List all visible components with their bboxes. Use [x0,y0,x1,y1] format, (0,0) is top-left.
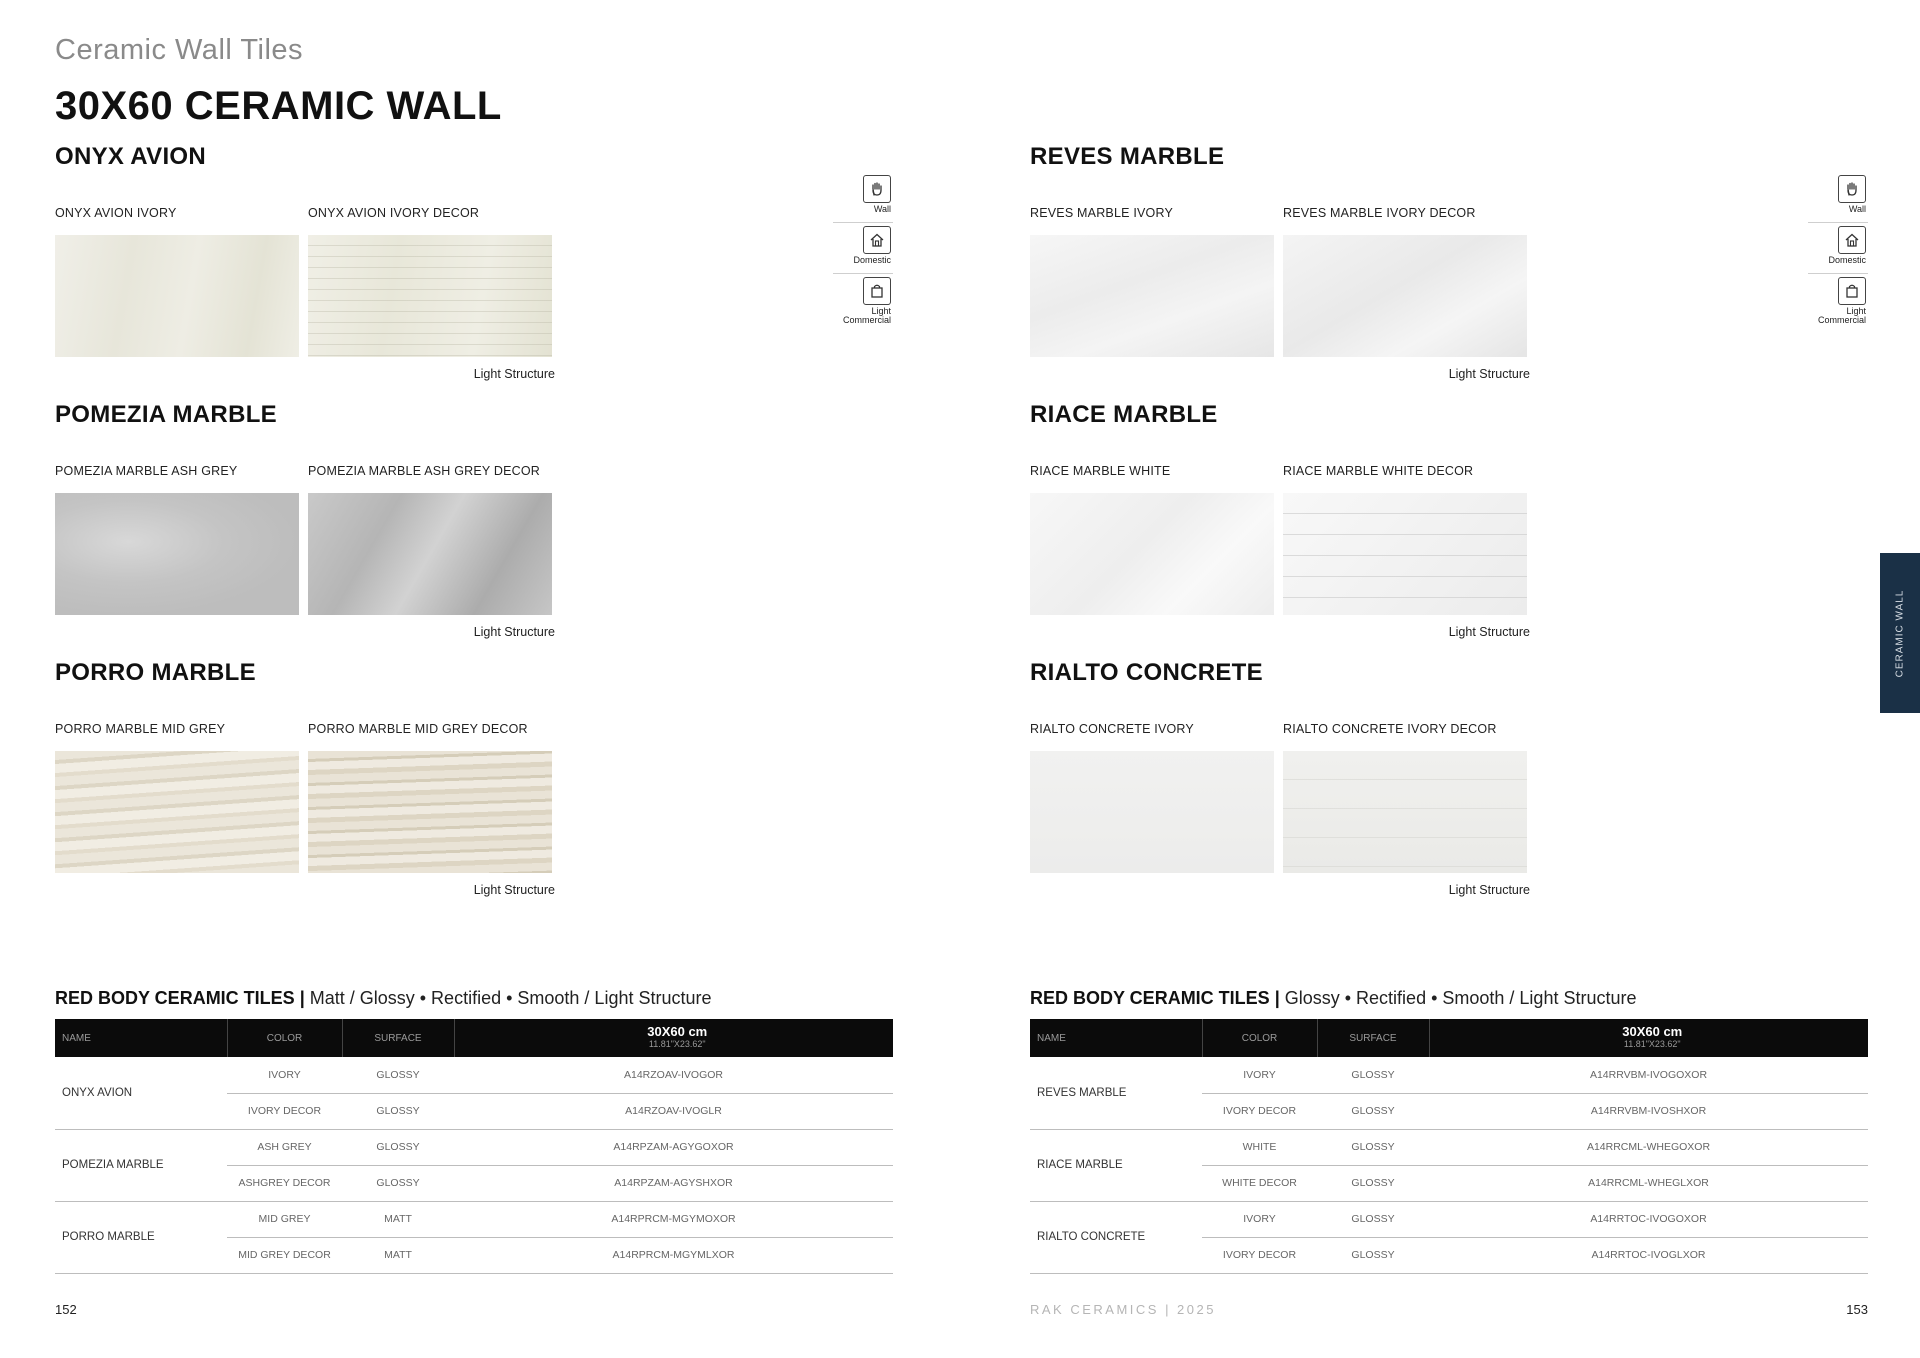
tile-label: RIALTO CONCRETE IVORY [1030,722,1194,736]
size-label: 30X60 cm [1622,1024,1683,1039]
house-icon [863,226,891,254]
row-surface: GLOSSY [1317,1093,1429,1129]
series-riace-marble [1030,401,1530,639]
col-color: COLOR [1202,1019,1317,1057]
use-label: Wall [1848,204,1866,214]
row-name: ONYX AVION [55,1057,227,1129]
tile-label: RIACE MARBLE WHITE [1030,464,1171,478]
tile-label: PORRO MARBLE MID GREY [55,722,226,736]
tile-image [1283,235,1527,357]
col-size [1429,1019,1868,1057]
page-number-left: 152 [55,1302,77,1317]
hand-icon [1838,175,1866,203]
table-row [1030,1201,1868,1237]
col-name: NAME [55,1019,227,1057]
house-icon [1838,226,1866,254]
row-color: IVORY [1202,1201,1317,1237]
table-row [1030,1057,1868,1093]
row-color: MID GREY [227,1201,342,1237]
row-color: IVORY [1202,1057,1317,1093]
structure-note: Light Structure [473,883,555,897]
tile-label: REVES MARBLE IVORY [1030,206,1173,220]
series-title: ONYX AVION [55,143,207,170]
col-size [454,1019,893,1057]
row-code: A14RRVBM-IVOGOXOR [1429,1057,1868,1093]
tile-label: ONYX AVION IVORY DECOR [308,206,480,220]
row-code: A14RPZAM-AGYGOXOR [454,1129,893,1165]
use-label: Light Commercial [1817,306,1866,325]
page-title: 30X60 CERAMIC WALL [55,84,502,128]
col-name: NAME [1030,1019,1202,1057]
row-color: IVORY [227,1057,342,1093]
tile-image [55,751,299,873]
row-surface: GLOSSY [1317,1201,1429,1237]
tile-label: PORRO MARBLE MID GREY DECOR [308,722,528,736]
row-surface: GLOSSY [342,1165,454,1201]
row-surface: GLOSSY [342,1057,454,1093]
use-light-commercial [1808,274,1868,325]
spec-table [1030,1019,1868,1274]
row-code: A14RZOAV-IVOGLR [454,1093,893,1129]
row-color: ASHGREY DECOR [227,1165,342,1201]
tile-image [308,751,552,873]
series-title: RIACE MARBLE [1030,401,1218,428]
row-surface: GLOSSY [1317,1165,1429,1201]
spec-heading-rest: Matt / Glossy • Rectified • Smooth / Light Structure [304,988,712,1008]
col-surface: SURFACE [342,1019,454,1057]
use-wall [1808,172,1868,223]
row-color: ASH GREY [227,1129,342,1165]
tile-label: RIALTO CONCRETE IVORY DECOR [1283,722,1497,736]
tile-label: RIACE MARBLE WHITE DECOR [1283,464,1474,478]
tile-image [1030,235,1274,357]
row-color: WHITE [1202,1129,1317,1165]
row-code: A14RRVBM-IVOSHXOR [1429,1093,1868,1129]
size-sub: 11.81"X23.62" [648,1039,706,1049]
usage-icons [1808,172,1868,325]
spec-heading-bold: RED BODY CERAMIC TILES | [1030,988,1280,1008]
tile-image [55,235,299,357]
page-kicker: Ceramic Wall Tiles [55,34,304,66]
use-domestic [1808,223,1868,274]
tile-image [1030,493,1274,615]
use-label: Light Commercial [842,306,891,325]
series-title: POMEZIA MARBLE [55,401,277,428]
section-tab[interactable] [1880,553,1920,713]
row-name: POMEZIA MARBLE [55,1129,227,1201]
tile-image [1030,751,1274,873]
row-code: A14RRTOC-IVOGLXOR [1429,1237,1868,1273]
spec-heading [1030,988,1636,1009]
series-title: PORRO MARBLE [55,659,256,686]
row-surface: MATT [342,1237,454,1273]
tile-image [1283,493,1527,615]
spec-heading-rest: Glossy • Rectified • Smooth / Light Structure [1279,988,1637,1008]
shopping-bag-icon [1838,277,1866,305]
size-label: 30X60 cm [647,1024,708,1039]
structure-note: Light Structure [1448,367,1530,381]
spec-heading [55,988,712,1009]
tile-label: POMEZIA MARBLE ASH GREY DECOR [308,464,541,478]
structure-note: Light Structure [1448,883,1530,897]
table-header-row [55,1019,893,1057]
row-code: A14RZOAV-IVOGOR [454,1057,893,1093]
row-surface: GLOSSY [1317,1237,1429,1273]
hand-icon [863,175,891,203]
section-tab-label: CERAMIC WALL [1894,589,1906,677]
use-label: Domestic [1828,255,1866,265]
right-page [975,0,1920,1358]
row-color: IVORY DECOR [1202,1237,1317,1273]
table-row [1030,1129,1868,1165]
row-surface: GLOSSY [1317,1057,1429,1093]
series-title: RIALTO CONCRETE [1030,659,1263,686]
use-label: Wall [873,204,891,214]
structure-note: Light Structure [1448,625,1530,639]
col-color: COLOR [227,1019,342,1057]
row-color: WHITE DECOR [1202,1165,1317,1201]
series-rialto-concrete [1030,659,1530,897]
row-surface: GLOSSY [342,1093,454,1129]
spec-table [55,1019,893,1274]
row-surface: GLOSSY [342,1129,454,1165]
usage-icons [833,172,893,325]
table-row [55,1129,893,1165]
structure-note: Light Structure [473,367,555,381]
table-row [55,1057,893,1093]
row-name: REVES MARBLE [1030,1057,1202,1129]
row-name: RIALTO CONCRETE [1030,1201,1202,1273]
col-surface: SURFACE [1317,1019,1429,1057]
shopping-bag-icon [863,277,891,305]
spec-heading-bold: RED BODY CERAMIC TILES | [55,988,305,1008]
series-reves-marble [1030,143,1530,381]
row-color: MID GREY DECOR [227,1237,342,1273]
series-porro-marble [55,659,555,897]
row-name: RIACE MARBLE [1030,1129,1202,1201]
tile-image [308,235,552,357]
row-name: PORRO MARBLE [55,1201,227,1273]
row-code: A14RPZAM-AGYSHXOR [454,1165,893,1201]
tile-label: ONYX AVION IVORY [55,206,177,220]
table-header-row [1030,1019,1868,1057]
tile-label: REVES MARBLE IVORY DECOR [1283,206,1476,220]
use-wall [833,172,893,223]
series-onyx-avion [55,143,555,381]
page-number-right: 153 [1846,1302,1868,1317]
row-code: A14RPRCM-MGYMOXOR [454,1201,893,1237]
row-surface: GLOSSY [1317,1129,1429,1165]
tile-label: POMEZIA MARBLE ASH GREY [55,464,238,478]
tile-image [308,493,552,615]
series-title: REVES MARBLE [1030,143,1225,170]
use-domestic [833,223,893,274]
row-code: A14RRTOC-IVOGOXOR [1429,1201,1868,1237]
tile-image [55,493,299,615]
tile-image [1283,751,1527,873]
row-color: IVORY DECOR [227,1093,342,1129]
row-code: A14RPRCM-MGYMLXOR [454,1237,893,1273]
structure-note: Light Structure [473,625,555,639]
row-code: A14RRCML-WHEGLXOR [1429,1165,1868,1201]
row-color: IVORY DECOR [1202,1093,1317,1129]
table-row [55,1201,893,1237]
size-sub: 11.81"X23.62" [1623,1039,1681,1049]
row-surface: MATT [342,1201,454,1237]
brand-footer: RAK CERAMICS | 2025 [1030,1302,1216,1317]
series-pomezia-marble [55,401,555,639]
use-light-commercial [833,274,893,325]
row-code: A14RRCML-WHEGOXOR [1429,1129,1868,1165]
use-label: Domestic [853,255,891,265]
